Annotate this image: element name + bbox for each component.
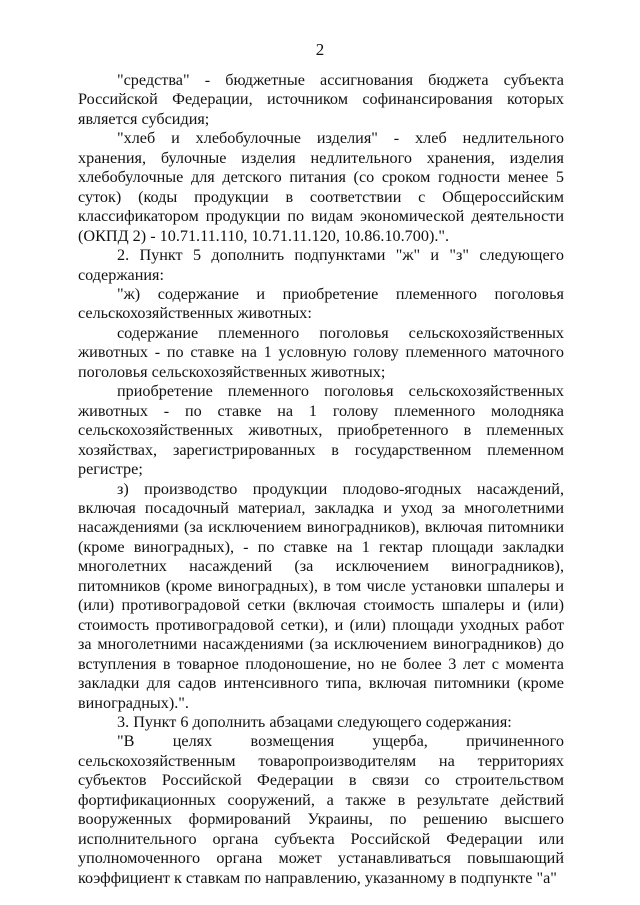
paragraph-item-2: 2. Пункт 5 дополнить подпунктами "ж" и "з" следующего содержания: xyxy=(78,246,564,284)
paragraph-definition-bread: "хлеб и хлебобулочные изделия" - хлеб недлительного хранения, булочные изделия недлительного хранения, изделия хлебобулочные для детского питания (со сроком годности менее 5 суток) (коды продукции в соответствии с Общероссийским классификатором продукции по видам экономической деятельности (ОКПД 2) - 10.71.11.110, 10.71.11.120, 10.86.10.700).". xyxy=(78,129,564,245)
paragraph-item-3: 3. Пункт 6 дополнить абзацами следующего содержания: xyxy=(117,712,512,731)
paragraph-definition-funds: "средства" - бюджетные ассигнования бюджета субъекта Российской Федерации, источником софинансирования которых является субсидия; xyxy=(78,71,564,128)
document-body xyxy=(78,71,564,888)
page-number: 2 xyxy=(315,40,325,59)
paragraph-damage-compensation: "В целях возмещения ущерба, причиненного сельскохозяйственным товаропроизводителям на территориях субъектов Российской Федерации в связи со строительством фортификационных сооружений, а также в результате действий вооруженных формирований Украины, по решению высшего исполнительного органа субъекта Российской Федерации или уполномоченного органа может устанавливаться повышающий коэффициент к ставкам по направлению, указанному в подпункте "а" xyxy=(78,732,564,887)
paragraph-maintenance: содержание племенного поголовья сельскохозяйственных животных - по ставке на 1 условную голову племенного маточного поголовья сельскохозяйственных животных; xyxy=(78,323,564,381)
paragraph-acquisition: приобретение племенного поголовья сельскохозяйственных животных - по ставке на 1 голову племенного молодняка сельскохозяйственных животных, приобретенного в племенных хозяйствах, зарегистрированных в государственном племенном регистре; xyxy=(78,382,564,479)
paragraph-subitem-zh: "ж) содержание и приобретение племенного поголовья сельскохозяйственных животных: xyxy=(78,284,564,323)
paragraph-subitem-z: з) производство продукции плодово-ягодных насаждений, включая посадочный материал, закладка и уход за многолетними насаждениями (за исключением виноградников), включая питомники (кроме виноградных), - по ставке на 1 гектар площади закладки многолетних насаждений (за исключением виноградников), питомников (кроме виноградных), в том числе установки шпалеры и (или) противоградовой сетки (включая стоимость шпалеры и (или) стоимость противоградовой сетки), и (или) площади уходных работ за многолетними насаждениями (за исключением виноградников) до вступления в товарное плодоношение, но не более 3 лет с момента закладки для садов интенсивного типа, включая питомники (кроме виноградных).". xyxy=(78,479,564,712)
